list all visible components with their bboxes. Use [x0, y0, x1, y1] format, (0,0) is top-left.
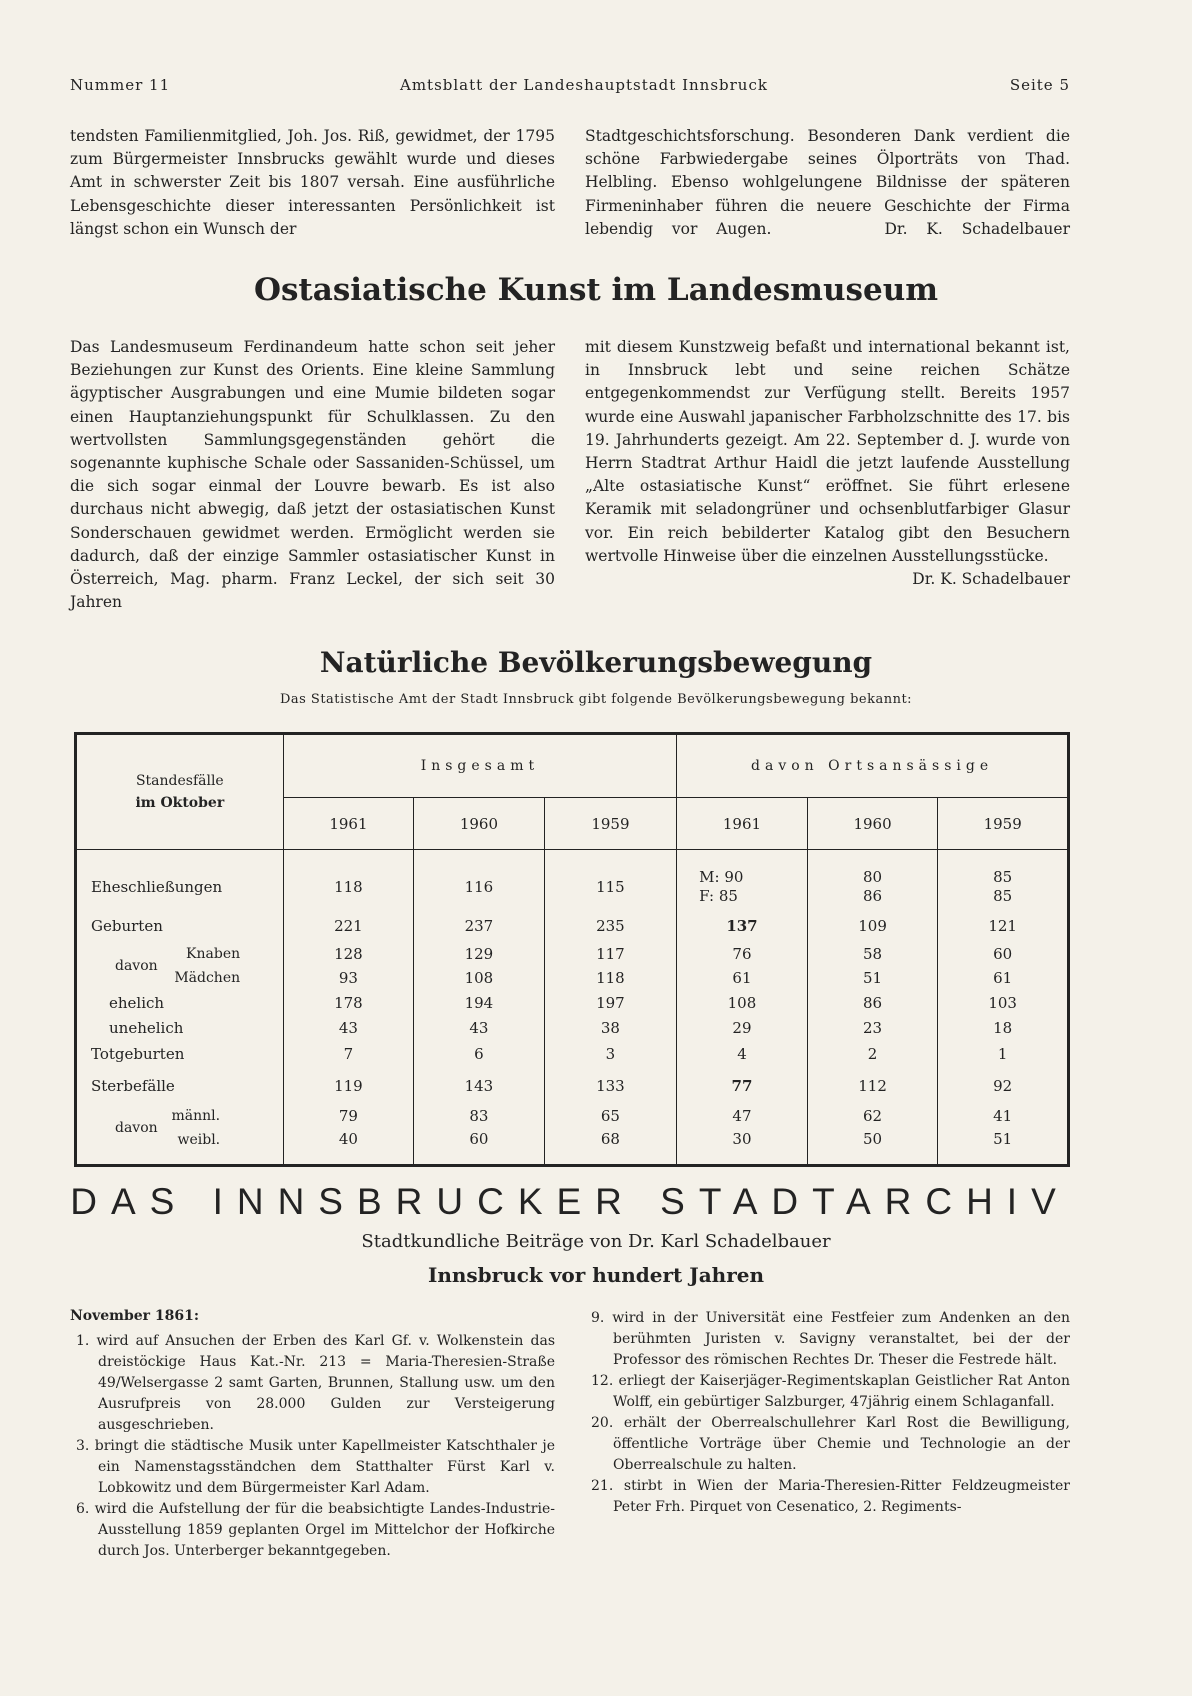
- table-cell: 43: [414, 1016, 545, 1040]
- row-label: Geburten: [91, 916, 163, 935]
- table-cell: 194: [414, 990, 545, 1016]
- table-cell: 40: [283, 1128, 414, 1165]
- page-number: Seite 5: [1009, 76, 1070, 94]
- table-row: [76, 910, 1069, 942]
- row-label: männl.: [171, 1107, 221, 1124]
- table-cell: 58: [807, 942, 938, 966]
- table-cell: 137: [677, 910, 808, 942]
- archive-left-column: [70, 1306, 555, 1562]
- table-cell: 2: [807, 1040, 938, 1068]
- group-header-total: Insgesamt: [283, 734, 677, 798]
- item-number: 1.: [76, 1333, 90, 1349]
- item-text: erliegt der Kaiserjäger-Regimentskaplan Geistlicher Rat Anton Wolff, ein gebürtiger Salzburger, 47jährig einem Schlaganfall.: [613, 1373, 1070, 1410]
- row-label-group: [76, 942, 284, 990]
- davon-label: davon: [115, 957, 158, 974]
- table-cell: 237: [414, 910, 545, 942]
- row-label: Sterbefälle: [91, 1076, 175, 1095]
- table-cell: 65: [544, 1104, 677, 1129]
- table-cell: 235: [544, 910, 677, 942]
- table-cell: 79: [283, 1104, 414, 1129]
- table-cell: 23: [807, 1016, 938, 1040]
- table-cell: 83: [414, 1104, 545, 1129]
- table-cell: 108: [677, 990, 808, 1016]
- item-text: erhält der Oberrealschullehrer Karl Rost die Bewilligung, öffentliche Vorträge über Chemie und Technologie an der Oberrealschule zu halten.: [613, 1415, 1070, 1473]
- row-label: weibl.: [177, 1131, 221, 1148]
- table-cell: 18: [938, 1016, 1069, 1040]
- item-text: wird die Aufstellung der für die beabsichtigte Landes-Industrie-Ausstellung 1859 geplanten Orgel im Mittelchor der Hofkirche durch Jos. Unterberger bekanntgegeben.: [94, 1501, 555, 1559]
- table-cell: 197: [544, 990, 677, 1016]
- row-label: Knaben: [186, 945, 241, 962]
- issue-number: Nummer 11: [70, 76, 171, 94]
- list-item: [585, 1476, 1070, 1518]
- item-number: 12.: [591, 1373, 614, 1389]
- table-cell: [938, 850, 1069, 910]
- table-cell: 68: [544, 1128, 677, 1165]
- table-cell: 60: [414, 1128, 545, 1165]
- row-label-group: [76, 1104, 284, 1166]
- item-text: wird in der Universität eine Festfeier zum Andenken an den berühmten Juristen v. Savigny veranstaltet, bei der der Professor des römischen Rechtes Dr. Theser die Festrede hält.: [612, 1310, 1070, 1368]
- list-item: [585, 1308, 1070, 1371]
- intro-right-text: Stadtgeschichtsforschung. Besonderen Dank verdient die schöne Farbwiedergabe seines Ölporträts von Thad. Helbling. Ebenso wohlgelungene Bildnisse der späteren Firmeninhaber führen die neuere Geschichte der Firma lebendig vor Augen.: [585, 127, 1070, 238]
- item-text: bringt die städtische Musik unter Kapellmeister Katschthaler je ein Namenstagsständchen dem Statthalter Fürst Karl v. Lobkowitz und dem Bürgermeister Karl Adam.: [94, 1438, 555, 1496]
- row-label: Eheschließungen: [91, 877, 223, 896]
- table-cell: 47: [677, 1104, 808, 1129]
- table-cell: 92: [938, 1068, 1069, 1104]
- table-cell: 30: [677, 1128, 808, 1165]
- item-text: stirbt in Wien der Maria-Theresien-Ritter Feldzeugmeister Peter Frh. Pirquet von Cesenatico, 2. Regiments-: [613, 1478, 1071, 1515]
- table-cell: 61: [677, 966, 808, 990]
- item-number: 6.: [76, 1501, 90, 1517]
- list-item: [585, 1413, 1070, 1476]
- table-cell: 51: [938, 1128, 1069, 1165]
- article-left-column: [70, 336, 555, 614]
- davon-label: davon: [115, 1119, 158, 1136]
- intro-left-column: [70, 125, 555, 241]
- item-number: 3.: [76, 1438, 90, 1454]
- article-right-column: [585, 336, 1070, 591]
- year-header: 1961: [283, 798, 414, 850]
- table-cell: 117: [544, 942, 677, 966]
- table-cell: 121: [938, 910, 1069, 942]
- archive-right-column: [585, 1308, 1070, 1518]
- archive-subtitle: Stadtkundliche Beiträge von Dr. Karl Schadelbauer: [361, 1231, 831, 1252]
- group-header-residents: davon Ortsansässige: [677, 734, 1069, 798]
- cell-value: 85: [993, 867, 1013, 886]
- table-cell: 143: [414, 1068, 545, 1104]
- intro-left-text: tendsten Familienmitglied, Joh. Jos. Riß, gewidmet, der 1795 zum Bürgermeister Innsbrucks gewählt wurde und dieses Amt in schwerster Zeit bis 1807 versah. Eine ausführliche Lebensgeschichte dieser interessanten Persönlichkeit ist längst schon ein Wunsch der: [70, 127, 555, 238]
- row-label: unehelich: [109, 1018, 184, 1037]
- corner-cell: [76, 734, 284, 850]
- table-cell: 133: [544, 1068, 677, 1104]
- table-cell: 60: [938, 942, 1069, 966]
- list-item: [70, 1499, 555, 1562]
- table-row: [76, 942, 1069, 966]
- table-cell: 41: [938, 1104, 1069, 1129]
- statistics-title: Natürliche Bevölkerungsbewegung: [319, 646, 873, 679]
- table-cell: 112: [807, 1068, 938, 1104]
- table-cell: 86: [807, 990, 938, 1016]
- item-number: 9.: [591, 1310, 605, 1326]
- item-text: wird auf Ansuchen der Erben des Karl Gf. v. Wolkenstein das dreistöckige Haus Kat.-Nr. 213 = Maria-Theresien-Straße 49/Welsergasse 2 samt Garten, Brunnen, Stallung usw. um den Ausrufpreis von 28.000 Gulden zur Versteigerung ausgeschrieben.: [96, 1333, 556, 1433]
- article-signature: Dr. K. Schadelbauer: [912, 570, 1070, 589]
- table-cell: [807, 850, 938, 910]
- statistics-subtitle: Das Statistische Amt der Stadt Innsbruck gibt folgende Bevölkerungsbewegung bekannt:: [279, 692, 913, 707]
- table-cell: 118: [544, 966, 677, 990]
- table-cell: 51: [807, 966, 938, 990]
- table-row: [76, 1104, 1069, 1129]
- row-label: Totgeburten: [91, 1044, 185, 1063]
- table-cell: 76: [677, 942, 808, 966]
- table-cell: 109: [807, 910, 938, 942]
- cell-value: 80: [863, 867, 883, 886]
- table-cell: 3: [544, 1040, 677, 1068]
- table-cell: 119: [283, 1068, 414, 1104]
- table-cell: 129: [414, 942, 545, 966]
- list-item: [70, 1331, 555, 1436]
- table-cell: 6: [414, 1040, 545, 1068]
- list-item: [585, 1371, 1070, 1413]
- table-row: [76, 850, 1069, 910]
- table-row: [76, 990, 1069, 1016]
- year-header: 1960: [807, 798, 938, 850]
- table-cell: 62: [807, 1104, 938, 1129]
- table-cell: 178: [283, 990, 414, 1016]
- table-cell: 50: [807, 1128, 938, 1165]
- table-cell: 4: [677, 1040, 808, 1068]
- list-item: [70, 1436, 555, 1499]
- table-cell: 128: [283, 942, 414, 966]
- table-row: [76, 1068, 1069, 1104]
- article-left-text: Das Landesmuseum Ferdinandeum hatte schon seit jeher Beziehungen zur Kunst des Orients. Eine kleine Sammlung ägyptischer Ausgrabungen und eine Mumie bildeten sogar einen Hauptanziehungspunkt für Schulklassen. Zu den wertvollsten Sammlungsgegenständen gehört die sogenannte kuphische Schale oder Sassaniden-Schüssel, um die sich sogar einmal der Louvre bewarb. Es ist also durchaus nicht abwegig, daß jetzt der ostasiatischen Kunst Sonderschauen gewidmet werden. Ermöglicht werden sie dadurch, daß der einzige Sammler ostasiatischer Kunst in Österreich, Mag. pharm. Franz Leckel, der sich seit 30 Jahren: [70, 338, 555, 612]
- table-cell: 43: [283, 1016, 414, 1040]
- publication-title: Amtsblatt der Landeshauptstadt Innsbruck: [400, 76, 768, 94]
- archive-heading: Innsbruck vor hundert Jahren: [427, 1263, 765, 1287]
- item-number: 21.: [591, 1478, 614, 1494]
- table-cell: 115: [544, 850, 677, 910]
- article-title: Ostasiatische Kunst im Landesmuseum: [253, 272, 939, 308]
- item-number: 20.: [591, 1415, 614, 1431]
- table-row: [76, 1040, 1069, 1068]
- year-header: 1960: [414, 798, 545, 850]
- intro-signature: Dr. K. Schadelbauer: [884, 219, 1070, 238]
- table-cell: 7: [283, 1040, 414, 1068]
- table-cell: 118: [283, 850, 414, 910]
- table-row: [76, 1016, 1069, 1040]
- table-cell: 29: [677, 1016, 808, 1040]
- table-cell: 77: [677, 1068, 808, 1104]
- row-label: ehelich: [109, 993, 165, 1012]
- residents-female-marriages: F: 85: [699, 886, 738, 905]
- table-cell: 1: [938, 1040, 1069, 1068]
- statistics-table: [74, 732, 1070, 1167]
- year-header: 1961: [677, 798, 808, 850]
- year-header: 1959: [544, 798, 677, 850]
- archive-title: DAS INNSBRUCKER STADTARCHIV: [70, 1181, 1070, 1222]
- table-cell: 116: [414, 850, 545, 910]
- corner-label: Standesfälle: [135, 773, 224, 789]
- page-header: [70, 76, 1070, 98]
- year-header: 1959: [938, 798, 1069, 850]
- cell-value: 86: [863, 886, 883, 905]
- intro-right-column: [585, 125, 1070, 241]
- table-cell: [677, 850, 808, 910]
- table-cell: 38: [544, 1016, 677, 1040]
- table-cell: 93: [283, 966, 414, 990]
- table-cell: 61: [938, 966, 1069, 990]
- archive-month: November 1861:: [70, 1308, 200, 1324]
- table-cell: 108: [414, 966, 545, 990]
- cell-value: 85: [993, 886, 1013, 905]
- row-label: Mädchen: [174, 969, 241, 986]
- table-cell: 103: [938, 990, 1069, 1016]
- table-cell: 221: [283, 910, 414, 942]
- corner-label-month: im Oktober: [135, 795, 225, 811]
- residents-male-marriages: M: 90: [699, 867, 744, 886]
- article-right-text: mit diesem Kunstzweig befaßt und international bekannt ist, in Innsbruck lebt und seine reichen Schätze entgegenkommendst zur Verfügung stellt. Bereits 1957 wurde eine Auswahl japanischer Farbholzschnitte des 17. bis 19. Jahrhunderts gezeigt. Am 22. September d. J. wurde von Herrn Stadtrat Arthur Haidl die jetzt laufende Ausstellung „Alte ostasiatische Kunst“ eröffnet. Sie führt erlesene Keramik mit seladongrüner und ochsenblutfarbiger Glasur vor. Ein reich bebilderter Katalog gibt den Besuchern wertvolle Hinweise über die einzelnen Ausstellungsstücke.: [585, 338, 1070, 565]
